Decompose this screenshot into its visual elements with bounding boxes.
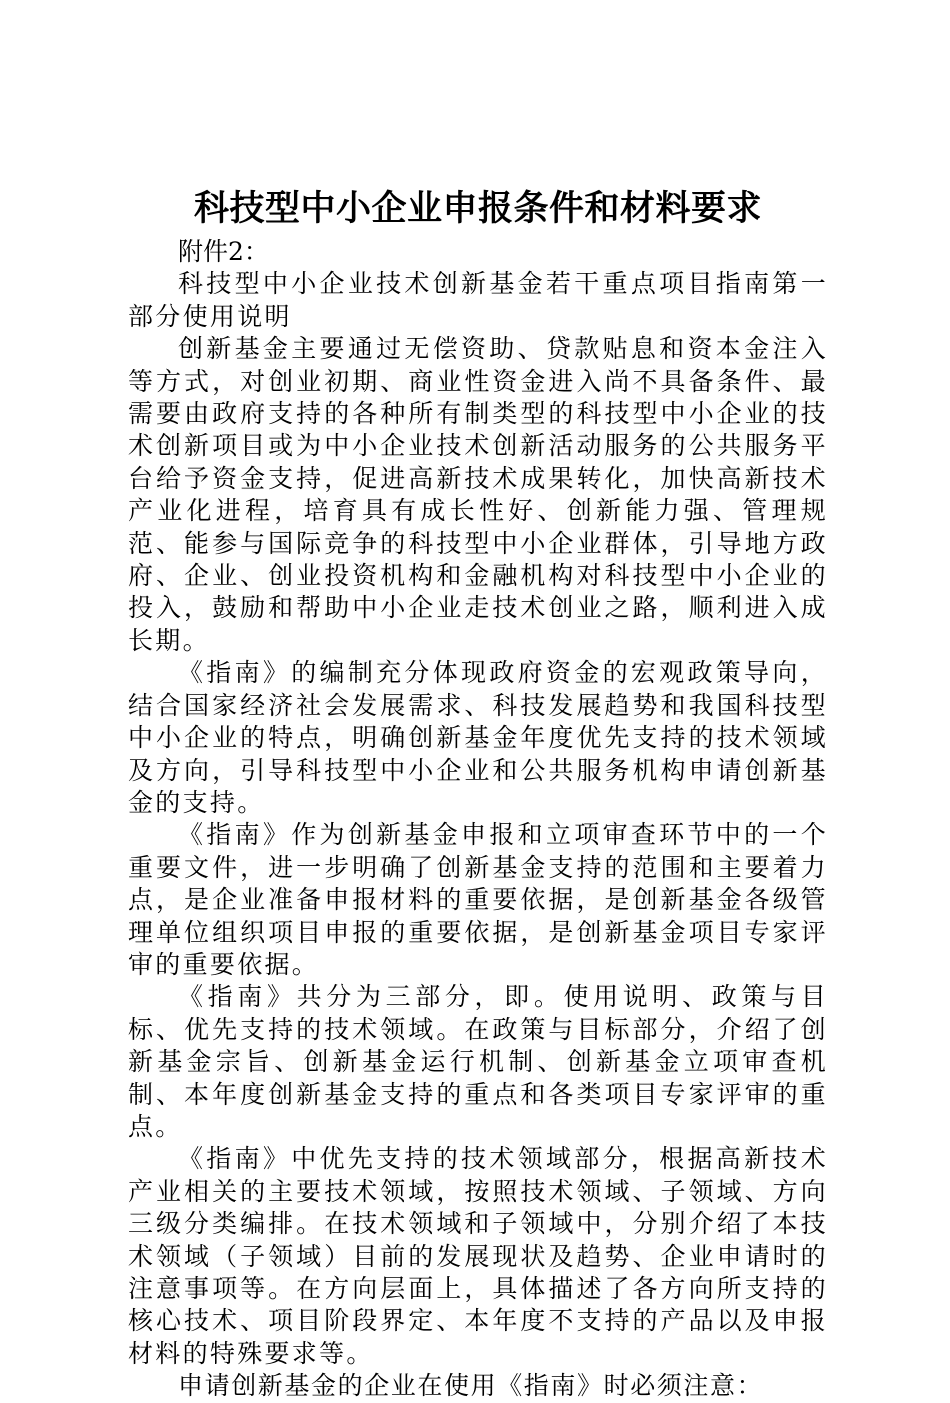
- paragraph-notice: 申请创新基金的企业在使用《指南》时必须注意：: [178, 1371, 764, 1401]
- paragraph-heading: 科技型中小企业技术创新基金若干重点项目指南第一部分使用说明: [128, 269, 828, 331]
- paragraph-overview: 创新基金主要通过无偿资助、贷款贴息和资本金注入等方式，对创业初期、商业性资金进入尚不具备条件、最需要由政府支持的各种所有制类型的科技型中小企业的技术创新项目或为中小企业技术创新活动服务的公共服务平台给予资金支持，促进高新技术成果转化，加快高新技术产业化进程，培育具有成长性好、创新能力强、管理规范、能参与国际竞争的科技型中小企业群体，引导地方政府、企业、创业投资机构和金融机构对科技型中小企业的投入，鼓励和帮助中小企业走技术创业之路，顺利进入成长期。: [128, 334, 828, 655]
- attachment-label: 附件2：: [178, 237, 269, 266]
- document-page: [128, 182, 828, 1403]
- paragraph-guide-role: 《指南》作为创新基金申报和立项审查环节中的一个重要文件，进一步明确了创新基金支持的范围和主要着力点，是企业准备申报材料的重要依据，是创新基金各级管理单位组织项目申报的重要依据，是创新基金项目专家评审的重要依据。: [128, 820, 828, 979]
- paragraph-guide-structure: 《指南》共分为三部分，即。使用说明、政策与目标、优先支持的技术领域。在政策与目标部分，介绍了创新基金宗旨、创新基金运行机制、创新基金立项审查机制、本年度创新基金支持的重点和各类项目专家评审的重点。: [128, 982, 828, 1141]
- paragraph-guide-purpose: 《指南》的编制充分体现政府资金的宏观政策导向，结合国家经济社会发展需求、科技发展趋势和我国科技型中小企业的特点，明确创新基金年度优先支持的技术领域及方向，引导科技型中小企业和公共服务机构申请创新基金的支持。: [128, 658, 828, 817]
- paragraph-priority-fields: 《指南》中优先支持的技术领域部分，根据高新技术产业相关的主要技术领域，按照技术领域、子领域、方向三级分类编排。在技术领域和子领域中，分别介绍了本技术领域（子领域）目前的发展现状及趋势、企业申请时的注意事项等。在方向层面上，具体描述了各方向所支持的核心技术、项目阶段界定、本年度不支持的产品以及申报材料的特殊要求等。: [128, 1144, 828, 1368]
- document-title: 科技型中小企业申报条件和材料要求: [193, 188, 762, 229]
